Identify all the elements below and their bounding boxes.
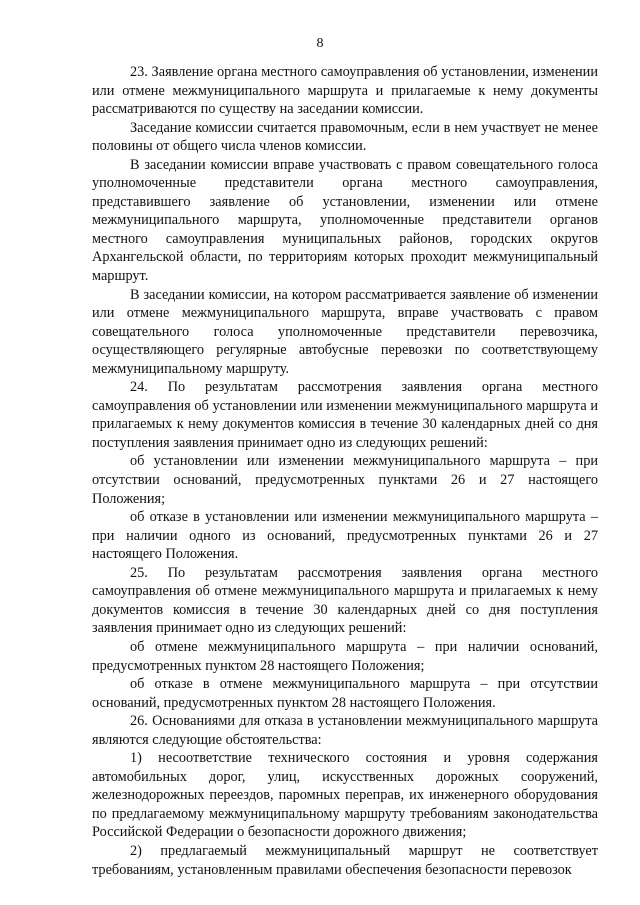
paragraph-25: 25. По результатам рассмотрения заявления органа местного самоуправления об отмене межмуниципального маршрута и прилагаемых к нему документов комиссия в течение 30 календарных дней со дня поступления заявления принимает одно из следующих решений: (92, 564, 598, 637)
paragraph-carrier-representatives: В заседании комиссии, на котором рассматривается заявление об изменении или отмене межмуниципального маршрута, вправе участвовать с правом совещательного голоса уполномоченные представители перевозчика, осуществляющего регулярные автобусные перевозки по соответствующему межмуниципальному маршруту. (92, 286, 598, 377)
paragraph-quorum: Заседание комиссии считается правомочным, если в нем участвует не менее половины от общего числа членов комиссии. (92, 119, 598, 155)
paragraph-26: 26. Основаниями для отказа в установлении межмуниципального маршрута являются следующие обстоятельства: (92, 713, 598, 748)
decision-refuse-cancel: об отказе в отмене межмуниципального маршрута – при отсутствии оснований, предусмотренных пунктом 28 настоящего Положения. (92, 676, 598, 711)
paragraph-24: 24. По результатам рассмотрения заявления органа местного самоуправления об установлении или изменении межмуниципального маршрута и прилагаемых к нему документов комиссия в течение 30 календарных дней со дня поступления заявления принимает одно из следующих решений: (92, 379, 598, 451)
page-number: 8 (316, 36, 324, 51)
paragraph-23: 23. Заявление органа местного самоуправления об установлении, изменении или отмене межмуниципального маршрута и прилагаемые к нему документы рассматриваются по существу на заседании комиссии. (92, 64, 598, 118)
decision-cancel: об отмене межмуниципального маршрута – при наличии оснований, предусмотренных пунктом 28 настоящего Положения; (92, 638, 598, 674)
refusal-ground-1: 1) несоответствие технического состояния и уровня содержания автомобильных дорог, улиц, искусственных дорожных сооружений, железнодорожных переездов, паромных переправ, их инженерного оборудования по предлагаемому межмуниципальному маршруту требованиям законодательства Российской Федерации о безопасности дорожного движения; (92, 750, 598, 841)
refusal-ground-2: 2) предлагаемый межмуниципальный маршрут не соответствует требованиям, установленным правилами обеспечения безопасности перевозок (92, 842, 598, 878)
paragraph-local-representatives: В заседании комиссии вправе участвовать с правом совещательного голоса уполномоченные представители органа местного самоуправления, представившего заявление об установлении, изменении или отмене межмуниципального маршрута, уполномоченные представители органов местного самоуправления муниципальных районов, городских округов Архангельской области, по территориям которых проходит межмуниципальный маршрут. (92, 156, 598, 285)
decision-refuse-establish: об отказе в установлении или изменении межмуниципального маршрута – при наличии одного из оснований, предусмотренных пунктами 26 и 27 настоящего Положения. (92, 509, 598, 563)
document-body (92, 63, 598, 879)
decision-establish: об установлении или изменении межмуниципального маршрута – при отсутствии оснований, предусмотренных пунктами 26 и 27 настоящего Положения; (92, 453, 598, 507)
